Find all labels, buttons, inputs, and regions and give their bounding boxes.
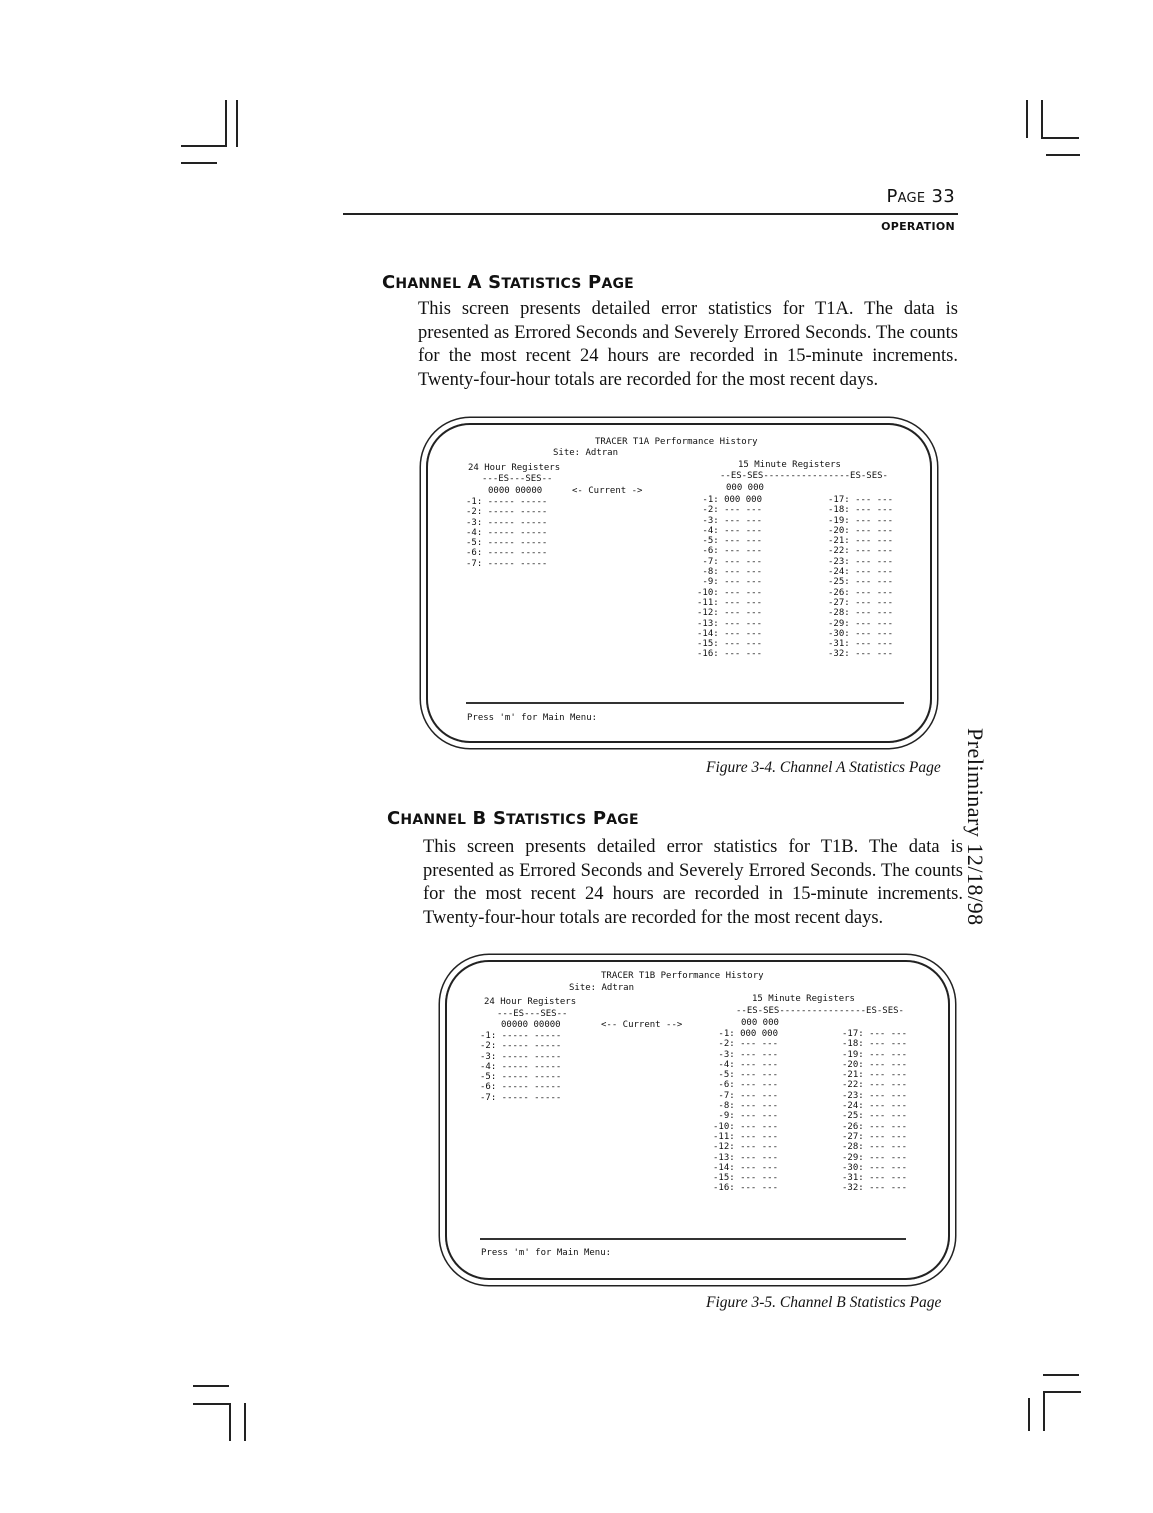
- register-row: -21: --- ---: [828, 536, 894, 547]
- register-row: -4: --- ---: [697, 525, 763, 536]
- section-title: OPERATION: [881, 220, 955, 233]
- registers-15m-columns: --ES-SES----------------ES-SES-: [720, 471, 888, 481]
- registers-24h-label: 24 Hour Registers: [468, 463, 561, 473]
- register-row: -11: --- ---: [713, 1131, 779, 1142]
- register-row: -20: --- ---: [828, 525, 894, 536]
- register-row: -4: ----- -----: [480, 1061, 562, 1072]
- channel-a-description: This screen presents detailed error statistics for T1A. The data is presented as Errored Seconds and Severely Errored Seconds. The counts for the most recent 24 hours are recorded in 15-minute increments. Twenty-four-hour totals are recorded for the most recent days.: [418, 299, 958, 390]
- register-row: -1: ----- -----: [466, 497, 548, 507]
- main-menu-prompt: Press 'm' for Main Menu:: [481, 1248, 612, 1258]
- registers-15m-rows-left: [713, 1029, 778, 1194]
- register-row: -29: --- ---: [828, 618, 894, 629]
- current-15m-values: 000 000: [741, 1018, 779, 1028]
- register-row: -22: --- ---: [828, 546, 894, 557]
- register-row: -23: --- ---: [828, 556, 894, 567]
- channel-b-heading: CHANNEL B STATISTICS PAGE: [387, 808, 639, 829]
- register-row: -26: --- ---: [842, 1121, 908, 1132]
- register-row: -6: ----- -----: [480, 1082, 562, 1093]
- register-row: -4: ----- -----: [466, 527, 548, 538]
- register-row: -19: --- ---: [842, 1049, 908, 1060]
- register-row: -3: --- ---: [697, 515, 763, 526]
- register-row: -9: --- ---: [713, 1111, 779, 1122]
- current-indicator: <- Current ->: [572, 486, 643, 496]
- register-row: -14: --- ---: [697, 628, 763, 639]
- main-menu-prompt: Press 'm' for Main Menu:: [467, 713, 598, 723]
- registers-24h-label: 24 Hour Registers: [484, 997, 577, 1007]
- registers-24h-rows: [480, 1031, 561, 1103]
- register-row: -14: --- ---: [713, 1162, 779, 1173]
- current-indicator: <-- Current -->: [601, 1020, 683, 1030]
- register-row: -9: --- ---: [697, 577, 763, 588]
- register-row: -15: --- ---: [713, 1173, 779, 1184]
- register-row: -1: ----- -----: [480, 1031, 562, 1041]
- terminal-title: TRACER T1A Performance History: [595, 437, 758, 447]
- register-row: -31: --- ---: [842, 1173, 908, 1184]
- register-row: -19: --- ---: [828, 515, 894, 526]
- register-row: -2: --- ---: [697, 505, 763, 516]
- register-row: -28: --- ---: [842, 1142, 908, 1153]
- terminal-site: Site: Adtran: [569, 983, 635, 993]
- channel-a-heading: CHANNEL A STATISTICS PAGE: [382, 272, 634, 293]
- terminal-title: TRACER T1B Performance History: [601, 971, 764, 981]
- register-row: -1: 000 000: [713, 1029, 779, 1039]
- register-row: -5: ----- -----: [480, 1072, 562, 1083]
- register-row: -25: --- ---: [828, 577, 894, 588]
- figure-3-4-caption: Figure 3-4. Channel A Statistics Page: [706, 759, 941, 776]
- register-row: -12: --- ---: [713, 1142, 779, 1153]
- register-row: -7: --- ---: [697, 556, 763, 567]
- register-row: -5: --- ---: [713, 1070, 779, 1081]
- register-row: -2: ----- -----: [480, 1041, 562, 1052]
- register-row: -7: --- ---: [713, 1090, 779, 1101]
- register-row: -8: --- ---: [697, 567, 763, 578]
- register-row: -22: --- ---: [842, 1080, 908, 1091]
- register-row: -5: ----- -----: [466, 538, 548, 549]
- terminal-divider: [466, 702, 904, 704]
- register-row: -16: --- ---: [697, 649, 763, 660]
- register-row: -6: --- ---: [713, 1080, 779, 1091]
- register-row: -32: --- ---: [828, 649, 894, 660]
- register-row: -30: --- ---: [842, 1162, 908, 1173]
- register-row: -3: ----- -----: [480, 1051, 562, 1062]
- register-row: -8: --- ---: [713, 1101, 779, 1112]
- figure-3-5-caption: Figure 3-5. Channel B Statistics Page: [706, 1294, 942, 1311]
- registers-15m-label: 15 Minute Registers: [738, 460, 841, 470]
- register-row: -6: ----- -----: [466, 548, 548, 559]
- register-row: -18: --- ---: [842, 1039, 908, 1050]
- register-row: -11: --- ---: [697, 597, 763, 608]
- header-rule: [343, 213, 958, 215]
- register-row: -15: --- ---: [697, 639, 763, 650]
- current-15m-values: 000 000: [726, 483, 764, 493]
- register-row: -23: --- ---: [842, 1090, 908, 1101]
- register-row: -17: --- ---: [842, 1029, 908, 1039]
- page-number: PAGE 33: [886, 186, 955, 207]
- register-row: -12: --- ---: [697, 608, 763, 619]
- registers-15m-rows-right: [842, 1029, 907, 1194]
- register-row: -21: --- ---: [842, 1070, 908, 1081]
- register-row: -25: --- ---: [842, 1111, 908, 1122]
- registers-15m-rows-right: [828, 495, 893, 660]
- current-24h-values: 0000 00000: [488, 486, 543, 496]
- register-row: -29: --- ---: [842, 1152, 908, 1163]
- register-row: -18: --- ---: [828, 505, 894, 516]
- terminal-divider: [480, 1238, 906, 1240]
- register-row: -26: --- ---: [828, 587, 894, 598]
- current-24h-values: 00000 00000: [501, 1020, 561, 1030]
- register-row: -17: --- ---: [828, 495, 894, 505]
- register-row: -3: ----- -----: [466, 517, 548, 528]
- registers-24h-columns: ---ES---SES--: [482, 474, 553, 484]
- register-row: -7: ----- -----: [466, 558, 548, 569]
- register-row: -31: --- ---: [828, 639, 894, 650]
- register-row: -16: --- ---: [713, 1183, 779, 1194]
- terminal-site: Site: Adtran: [553, 448, 619, 458]
- preliminary-side-note: Preliminary 12/18/98: [963, 728, 988, 926]
- registers-24h-rows: [466, 497, 547, 569]
- registers-15m-rows-left: [697, 495, 762, 660]
- register-row: -24: --- ---: [842, 1101, 908, 1112]
- register-row: -27: --- ---: [842, 1131, 908, 1142]
- register-row: -4: --- ---: [713, 1059, 779, 1070]
- register-row: -32: --- ---: [842, 1183, 908, 1194]
- register-row: -13: --- ---: [697, 618, 763, 629]
- register-row: -6: --- ---: [697, 546, 763, 557]
- register-row: -24: --- ---: [828, 567, 894, 578]
- register-row: -2: --- ---: [713, 1039, 779, 1050]
- register-row: -7: ----- -----: [480, 1092, 562, 1103]
- channel-b-description: This screen presents detailed error statistics for T1B. The data is presented as Errored Seconds and Severely Errored Seconds. The counts for the most recent 24 hours are recorded in 15-minute increments. Twenty-four-hour totals are recorded for the most recent days.: [423, 837, 963, 928]
- register-row: -5: --- ---: [697, 536, 763, 547]
- register-row: -30: --- ---: [828, 628, 894, 639]
- register-row: -2: ----- -----: [466, 507, 548, 518]
- registers-15m-label: 15 Minute Registers: [752, 994, 855, 1004]
- register-row: -20: --- ---: [842, 1059, 908, 1070]
- register-row: -27: --- ---: [828, 597, 894, 608]
- register-row: -10: --- ---: [697, 587, 763, 598]
- registers-24h-columns: ---ES---SES--: [497, 1009, 568, 1019]
- register-row: -10: --- ---: [713, 1121, 779, 1132]
- register-row: -1: 000 000: [697, 495, 763, 505]
- register-row: -3: --- ---: [713, 1049, 779, 1060]
- registers-15m-columns: --ES-SES----------------ES-SES-: [736, 1006, 904, 1016]
- register-row: -28: --- ---: [828, 608, 894, 619]
- register-row: -13: --- ---: [713, 1152, 779, 1163]
